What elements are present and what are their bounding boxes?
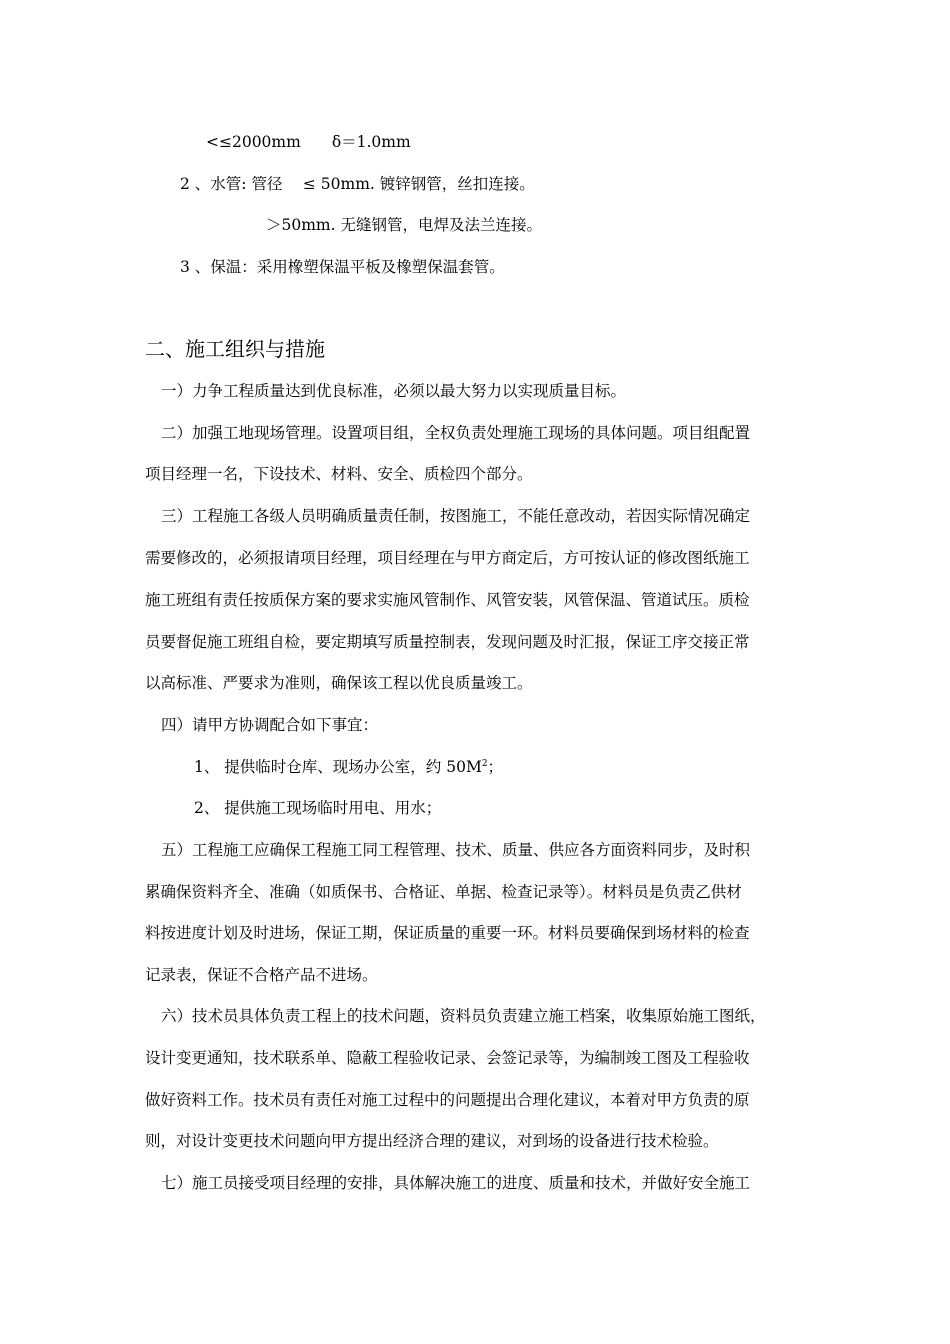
paragraph-5-line-4: 记录表，保证不合格产品不进场。 (145, 966, 378, 984)
paragraph-6-line-1: 六）技术员具体负责工程上的技术问题，资料员负责建立施工档案，收集原始施工图纸， (161, 1007, 766, 1025)
paragraph-4-item-2: 2、 提供施工现场临时用电、用水； (194, 799, 442, 817)
paragraph-3-line-1: 三）工程施工各级人员明确质量责任制，按图施工，不能任意改动，若因实际情况确定 (161, 507, 751, 525)
paragraph-5-line-1: 五）工程施工应确保工程施工同工程管理、技术、质量、供应各方面资料同步，及时积 (161, 841, 751, 859)
paragraph-3-line-4: 员要督促施工班组自检，要定期填写质量控制表，发现问题及时汇报，保证工序交接正常 (145, 633, 750, 651)
paragraph-4: 四）请甲方协调配合如下事宜： (161, 716, 379, 734)
paragraph-2-line-1: 二）加强工地现场管理。设置项目组，全权负责处理施工现场的具体问题。项目组配置 (161, 424, 751, 442)
paragraph-6-line-4: 则，对设计变更技术问题向甲方提出经济合理的建议，对到场的设备进行技术检验。 (145, 1132, 719, 1150)
paragraph-6-line-3: 做好资料工作。技术员有责任对施工过程中的问题提出合理化建议，本着对甲方负责的原 (145, 1091, 750, 1109)
superscript-2: 2 (481, 759, 488, 769)
paragraph-5-line-2: 累确保资料齐全、准确（如质保书、合格证、单据、检查记录等）。材料员是负责乙供材 (145, 883, 742, 901)
water-pipe-large-spec: ＞50mm. 无缝钢管，电焊及法兰连接。 (266, 216, 542, 234)
paragraph-7-line-1: 七）施工员接受项目经理的安排，具体解决施工的进度、质量和技术，并做好安全施工 (161, 1174, 751, 1192)
paragraph-1: 一）力争工程质量达到优良标准，必须以最大努力以实现质量目标。 (161, 382, 627, 400)
item-1-end: ； (487, 758, 504, 776)
paragraph-5-line-3: 料按进度计划及时进场，保证工期，保证质量的重要一环。材料员要确保到场材料的检查 (145, 924, 750, 942)
paragraph-6-line-2: 设计变更通知，技术联系单、隐蔽工程验收记录、会签记录等，为编制竣工图及工程验收 (145, 1049, 750, 1067)
paragraph-3-line-2: 需要修改的，必须报请项目经理，项目经理在与甲方商定后，方可按认证的修改图纸施工 (145, 549, 750, 567)
paragraph-2-line-2: 项目经理一名，下设技术、材料、安全、质检四个部分。 (145, 465, 533, 483)
section-heading: 二、施工组织与措施 (145, 337, 325, 361)
paragraph-3-line-5: 以高标准、严要求为准则，确保该工程以优良质量竣工。 (145, 674, 533, 692)
water-pipe-small-spec: 2 、水管: 管径 ≤ 50mm. 镀锌钢管，丝扣连接。 (180, 175, 535, 193)
duct-thickness-spec: <≤2000mm δ＝1.0mm (206, 133, 411, 151)
insulation-spec: 3 、保温：采用橡塑保温平板及橡塑保温套管。 (180, 258, 505, 276)
paragraph-3-line-3: 施工班组有责任按质保方案的要求实施风管制作、风管安装，风管保温、管道试压。质检 (145, 591, 750, 609)
item-1-text: 1、 提供临时仓库、现场办公室，约 50M (194, 758, 482, 776)
paragraph-4-item-1 (194, 757, 503, 777)
